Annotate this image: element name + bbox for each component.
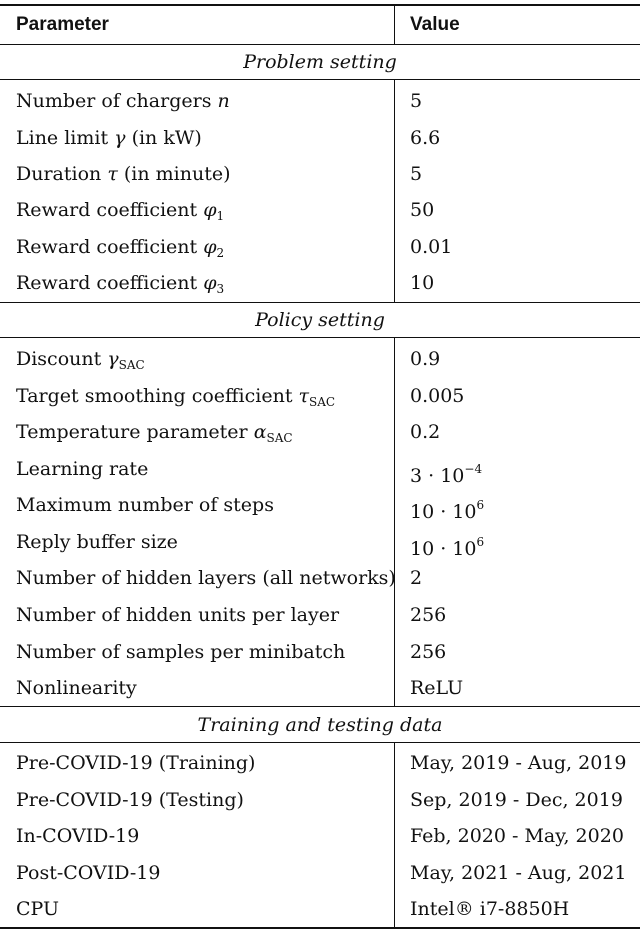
section-title: Problem setting xyxy=(243,51,397,73)
param-label: Nonlinearity xyxy=(16,677,137,699)
param-cell xyxy=(16,198,224,228)
column-divider xyxy=(394,338,395,706)
math-subscript: SAC xyxy=(309,395,336,409)
param-label: Reply buffer size xyxy=(16,531,178,553)
param-label: Reward coefficient xyxy=(16,272,198,294)
param-label: Maximum number of steps xyxy=(16,494,274,516)
value-cell xyxy=(410,751,626,775)
param-cell xyxy=(16,751,255,775)
param-unit: (in kW) xyxy=(131,127,202,149)
value-text: 256 xyxy=(410,641,447,663)
math-symbol: τ xyxy=(107,163,118,185)
param-cell xyxy=(16,824,139,848)
section2-rule xyxy=(0,337,640,338)
value-cell xyxy=(410,420,440,444)
value-text: 0.01 xyxy=(410,236,453,258)
math-subscript: 1 xyxy=(216,209,225,223)
value-cell xyxy=(410,676,463,700)
section-title: Training and testing data xyxy=(197,714,443,736)
value-cell xyxy=(410,384,464,408)
param-label: Reward coefficient xyxy=(16,236,198,258)
value-exponent: 6 xyxy=(476,498,485,512)
param-cell xyxy=(16,384,335,414)
value-cell xyxy=(410,347,440,371)
value-text: 0.2 xyxy=(410,421,441,443)
value-text: 5 xyxy=(410,163,423,185)
value-cell xyxy=(410,493,484,524)
value-text: 2 xyxy=(410,567,423,589)
param-label: In-COVID-19 xyxy=(16,825,140,847)
top-rule xyxy=(0,4,640,6)
value-cell xyxy=(410,603,446,627)
value-text: 0.9 xyxy=(410,348,441,370)
param-cell xyxy=(16,566,396,590)
math-subscript: SAC xyxy=(266,431,293,445)
value-cell xyxy=(410,457,482,488)
section1-rule xyxy=(0,79,640,80)
param-label: Pre-COVID-19 (Training) xyxy=(16,752,256,774)
value-text: ReLU xyxy=(410,677,464,699)
math-subscript: 3 xyxy=(216,282,225,296)
bottom-rule xyxy=(0,927,640,929)
param-cell xyxy=(16,640,345,664)
value-text: 256 xyxy=(410,604,447,626)
column-divider xyxy=(394,6,395,44)
param-label: Number of hidden layers (all networks) xyxy=(16,567,396,589)
value-exponent: 6 xyxy=(476,535,485,549)
param-label: Number of hidden units per layer xyxy=(16,604,340,626)
section3-rule xyxy=(0,742,640,743)
value-text: 5 xyxy=(410,90,423,112)
param-label: Learning rate xyxy=(16,458,149,480)
math-symbol: φ xyxy=(203,236,217,258)
math-symbol: γ xyxy=(107,348,119,370)
param-cell xyxy=(16,420,293,450)
value-cell xyxy=(410,235,452,259)
value-cell xyxy=(410,788,623,812)
value-cell xyxy=(410,89,422,113)
value-text: 50 xyxy=(410,199,435,221)
math-symbol: γ xyxy=(114,127,126,149)
param-cell xyxy=(16,530,178,554)
math-subscript: SAC xyxy=(118,358,145,372)
param-cell xyxy=(16,897,59,921)
section1-end-rule xyxy=(0,302,640,303)
value-cell xyxy=(410,198,434,222)
param-cell xyxy=(16,162,231,186)
value-text: 10 xyxy=(410,272,435,294)
header-value: Value xyxy=(410,14,460,35)
column-divider xyxy=(394,80,395,302)
value-text: 6.6 xyxy=(410,127,441,149)
param-label: Number of samples per minibatch xyxy=(16,641,346,663)
param-label: Number of chargers xyxy=(16,90,212,112)
header-parameter: Parameter xyxy=(16,14,109,35)
math-symbol: n xyxy=(217,90,230,112)
value-exponent: −4 xyxy=(464,462,483,476)
param-cell xyxy=(16,126,202,150)
param-cell xyxy=(16,676,137,700)
math-symbol: φ xyxy=(203,199,217,221)
column-divider xyxy=(394,743,395,927)
param-cell xyxy=(16,457,148,481)
param-label: Reward coefficient xyxy=(16,199,198,221)
value-text: Intel® i7-8850H xyxy=(410,898,570,920)
param-label: Line limit xyxy=(16,127,109,149)
math-symbol: α xyxy=(253,421,267,443)
value-text: Feb, 2020 - May, 2020 xyxy=(410,825,624,847)
math-symbol: φ xyxy=(203,272,217,294)
value-text: May, 2019 - Aug, 2019 xyxy=(410,752,627,774)
section2-end-rule xyxy=(0,706,640,707)
param-unit: (in minute) xyxy=(123,163,231,185)
value-text: 10 · 10 xyxy=(410,501,477,523)
param-cell xyxy=(16,271,224,301)
value-cell xyxy=(410,897,569,921)
param-cell xyxy=(16,347,145,377)
param-cell xyxy=(16,603,339,627)
math-symbol: τ xyxy=(298,385,310,407)
value-cell xyxy=(410,861,626,885)
value-cell xyxy=(410,824,624,848)
param-cell xyxy=(16,493,274,517)
value-text: 10 · 10 xyxy=(410,538,477,560)
value-cell xyxy=(410,271,434,295)
value-cell xyxy=(410,640,446,664)
header-rule xyxy=(0,44,640,45)
value-cell xyxy=(410,530,484,561)
value-text: 0.005 xyxy=(410,385,465,407)
param-cell xyxy=(16,89,230,113)
value-cell xyxy=(410,126,440,150)
param-label: CPU xyxy=(16,898,60,920)
value-cell xyxy=(410,566,422,590)
param-label: Post-COVID-19 xyxy=(16,862,161,884)
param-label: Target smoothing coefficient xyxy=(16,385,293,407)
param-label: Discount xyxy=(16,348,102,370)
value-text: 3 · 10 xyxy=(410,465,465,487)
param-cell xyxy=(16,235,224,265)
math-subscript: 2 xyxy=(216,246,225,260)
section-title: Policy setting xyxy=(255,309,385,331)
value-text: Sep, 2019 - Dec, 2019 xyxy=(410,789,623,811)
value-text: May, 2021 - Aug, 2021 xyxy=(410,862,627,884)
param-label: Temperature parameter xyxy=(16,421,248,443)
value-cell xyxy=(410,162,422,186)
param-cell xyxy=(16,788,244,812)
param-label: Duration xyxy=(16,163,102,185)
param-cell xyxy=(16,861,160,885)
param-label: Pre-COVID-19 (Testing) xyxy=(16,789,244,811)
